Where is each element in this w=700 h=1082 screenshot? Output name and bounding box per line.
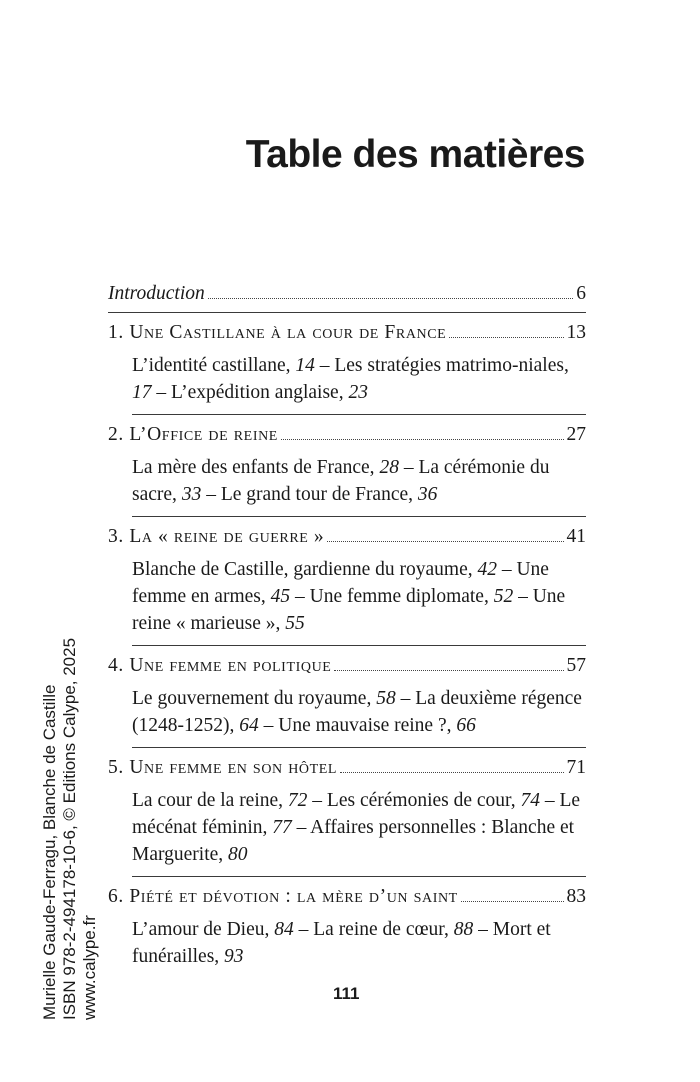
chapter-title: [108, 319, 446, 347]
toc-chapter-heading[interactable]: [108, 319, 586, 347]
chapter-number: 6.: [108, 886, 124, 907]
section-title: Le gouvernement du royaume,: [132, 688, 377, 709]
section-separator: –: [513, 586, 533, 607]
section-page: 64: [239, 715, 259, 736]
chapter-list: [108, 313, 586, 978]
section-page: 66: [456, 715, 476, 736]
chapter-sections: [132, 916, 586, 978]
section-page: 77: [272, 817, 292, 838]
chapter-title: [108, 421, 278, 449]
toc-chapter-heading[interactable]: [108, 523, 586, 551]
section-page: 33: [181, 484, 202, 505]
chapter-number: 3.: [108, 526, 124, 547]
chapter-sections: [132, 352, 586, 415]
section-title: Mort et funérailles,: [132, 919, 551, 967]
section-title: Une femme diplomate,: [309, 586, 494, 607]
section-separator: –: [398, 457, 419, 478]
section-separator: –: [258, 715, 279, 736]
page-number: 111: [333, 984, 360, 1003]
dot-leader: [449, 337, 563, 338]
chapter-number: 1.: [108, 322, 124, 343]
section-page: 58: [376, 688, 396, 709]
section-page: 14: [295, 355, 315, 376]
section-title: Une mauvaise reine ?,: [278, 715, 457, 736]
toc-chapter-heading[interactable]: [108, 754, 586, 782]
chapter-page: 83: [566, 886, 586, 907]
chapter-page: 27: [566, 424, 586, 445]
section-separator: –: [314, 355, 335, 376]
toc-chapter: [108, 877, 586, 978]
section-page: 80: [228, 844, 248, 865]
section-title: La reine de cœur,: [313, 919, 454, 940]
chapter-sections: [132, 787, 586, 877]
section-page: 84: [274, 919, 294, 940]
section-separator: –: [290, 586, 310, 607]
chapter-title-text: Piété et dévotion : la mère d’un saint: [129, 886, 458, 907]
table-of-contents: [108, 280, 586, 978]
toc-chapter-heading[interactable]: [108, 883, 586, 911]
toc-chapter: [108, 313, 586, 415]
section-title: L’expédition anglaise,: [171, 382, 349, 403]
section-separator: –: [293, 919, 314, 940]
page-title: Table des matières: [245, 133, 585, 176]
dot-leader: [208, 298, 573, 299]
section-title: La cérémonie du sacre,: [132, 457, 550, 505]
toc-chapter-heading[interactable]: [108, 421, 586, 449]
section-title: Une femme en armes,: [132, 559, 549, 607]
chapter-page: 13: [566, 322, 586, 343]
chapter-title: [108, 883, 458, 911]
chapter-title-text: L’Office de reine: [129, 424, 278, 445]
chapter-title-text: Une femme en politique: [129, 655, 332, 676]
chapter-title: [108, 754, 337, 782]
toc-entry-label: Introduction: [108, 283, 205, 304]
credit-line-1: Murielle Gaude-Ferragu, Blanche de Castille: [40, 684, 59, 1020]
toc-entry-introduction[interactable]: [108, 280, 586, 313]
toc-chapter: [108, 748, 586, 877]
chapter-title: [108, 523, 324, 551]
chapter-number: 2.: [108, 424, 124, 445]
toc-chapter-heading[interactable]: [108, 652, 586, 680]
section-title: Une reine « marieuse »,: [132, 586, 566, 634]
section-title: Les cérémonies de cour,: [326, 790, 521, 811]
chapter-number: 4.: [108, 655, 124, 676]
dot-leader: [327, 541, 563, 542]
section-separator: –: [540, 790, 560, 811]
chapter-title: [108, 652, 331, 680]
section-separator: –: [151, 382, 171, 403]
section-page: 93: [224, 946, 244, 967]
section-page: 52: [493, 586, 514, 607]
dot-leader: [340, 772, 563, 773]
section-page: 17: [132, 382, 152, 403]
section-page: 42: [477, 559, 497, 580]
chapter-sections: [132, 454, 586, 517]
credit-line-2: ISBN 978-2-494178-10-6, © Editions Calype, 2025: [60, 637, 79, 1020]
chapter-title-text: Une Castillane à la cour de France: [129, 322, 447, 343]
section-page: 55: [285, 613, 305, 634]
chapter-title-text: Une femme en son hôtel: [129, 757, 338, 778]
dot-leader: [281, 439, 564, 440]
chapter-sections: [132, 685, 586, 748]
section-page: 72: [287, 790, 308, 811]
section-page: 74: [520, 790, 541, 811]
section-separator: –: [291, 817, 311, 838]
credit-block: [40, 638, 100, 1020]
section-page: 28: [379, 457, 399, 478]
credit-line-3[interactable]: www.calype.fr: [80, 915, 99, 1020]
dot-leader: [334, 670, 563, 671]
section-page: 88: [453, 919, 474, 940]
section-title: Affaires personnelles : Blanche et Marguerite,: [132, 817, 575, 865]
chapter-page: 71: [566, 757, 586, 778]
section-page: 45: [270, 586, 291, 607]
chapter-sections: [132, 556, 586, 646]
section-separator: –: [307, 790, 327, 811]
section-title: Le mécénat féminin,: [132, 790, 581, 838]
chapter-page: 41: [566, 526, 586, 547]
section-title: La mère des enfants de France,: [132, 457, 380, 478]
section-title: Le grand tour de France,: [220, 484, 418, 505]
section-separator: –: [496, 559, 517, 580]
section-page: 36: [417, 484, 438, 505]
section-title: Blanche de Castille, gardienne du royaume,: [132, 559, 478, 580]
section-separator: –: [201, 484, 221, 505]
chapter-page: 57: [566, 655, 586, 676]
section-title: Les stratégies matrimo-niales,: [334, 355, 569, 376]
toc-chapter: [108, 517, 586, 646]
chapter-title-text: La « reine de guerre »: [129, 526, 325, 547]
section-title: L’identité castillane,: [132, 355, 296, 376]
dot-leader: [461, 901, 564, 902]
section-separator: –: [473, 919, 493, 940]
section-separator: –: [395, 688, 416, 709]
toc-chapter: [108, 415, 586, 517]
toc-chapter: [108, 646, 586, 748]
section-page: 23: [348, 382, 368, 403]
section-title: La deuxième régence (1248-1252),: [132, 688, 582, 736]
section-title: La cour de la reine,: [132, 790, 288, 811]
toc-entry-page: 6: [576, 283, 586, 304]
chapter-number: 5.: [108, 757, 124, 778]
section-title: L’amour de Dieu,: [132, 919, 275, 940]
